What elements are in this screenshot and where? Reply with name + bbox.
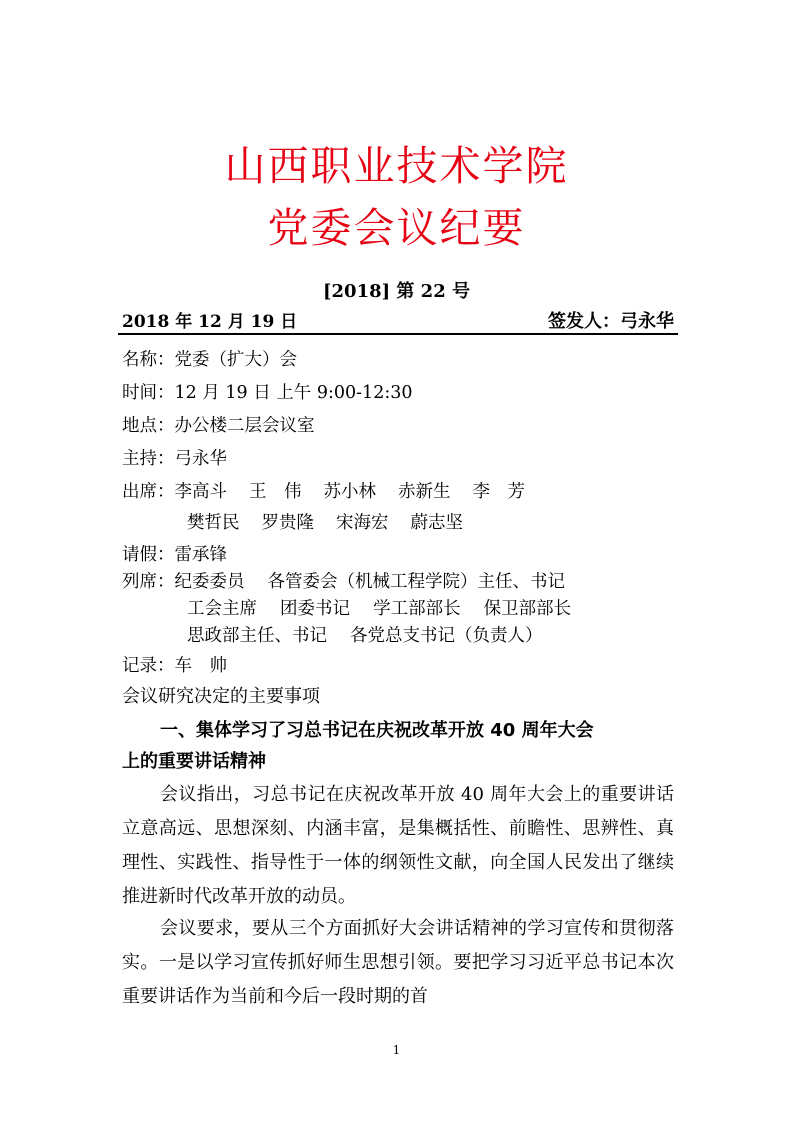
observers-row2: 工会主席 团委书记 学工部部长 保卫部部长 [187, 599, 572, 619]
attendee: 罗贵隆 [261, 513, 314, 533]
attendee: 赤新生 [398, 482, 451, 502]
paragraph-1: 会议指出，习总书记在庆祝改革开放 40 周年大会上的重要讲话立意高远、思想深刻、内涵丰富，是集概括性、前瞻性、思辨性、真理性、实践性、指导性于一体的纲领性文献，向全国人民发出了继续推进新时代改革开放的动员。 [122, 784, 674, 907]
issuer: 签发人：弓永华 [548, 311, 674, 332]
attendee: 李高斗 [174, 482, 227, 502]
org-title: 山西职业技术学院 [224, 142, 569, 190]
meeting-place: 地点：办公楼二层会议室 [122, 416, 315, 436]
main-heading: 会议研究决定的主要事项 [122, 686, 320, 707]
paragraph-2: 会议要求，要从三个方面抓好大会讲话精神的学习宣传和贯彻落实。一是以学习宣传抓好师生思想引领。要把学习习近平总书记本次重要讲话作为当前和今后一段时期的首 [122, 918, 674, 1007]
recorder: 记录：车 帅 [122, 656, 227, 676]
attendees-row2 [187, 509, 463, 534]
leave: 请假：雷承锋 [122, 545, 227, 565]
attendee: 宋海宏 [336, 513, 389, 533]
attendee: 苏小林 [323, 482, 376, 502]
doc-number: [2018] 第 22 号 [323, 281, 470, 302]
attendees-label: 出席： [122, 482, 175, 502]
section-heading-line2: 上的重要讲话精神 [122, 751, 266, 772]
observers-text: 纪委委员 各管委会（机械工程学院）主任、书记 [174, 572, 566, 592]
observers-label: 列席： [122, 572, 175, 592]
observers-row1 [122, 568, 565, 593]
meeting-host: 主持：弓永华 [122, 449, 227, 469]
attendee: 樊哲民 [187, 513, 240, 533]
meeting-name: 名称：党委（扩大）会 [122, 350, 297, 370]
observers-row3: 思政部主任、书记 各党总支书记（负责人） [187, 626, 543, 646]
doc-title: 党委会议纪要 [267, 204, 526, 252]
attendee: 蔚志坚 [410, 513, 463, 533]
doc-date: 2018 年 12 月 19 日 [122, 312, 298, 332]
attendees-row1 [122, 478, 525, 503]
section-heading-line1: 一、集体学习了习总书记在庆祝改革开放 40 周年大会 [160, 720, 594, 741]
header-divider [118, 333, 678, 335]
page-number: 1 [392, 1043, 401, 1057]
meeting-time: 时间：12 月 19 日 上午 9:00-12:30 [122, 383, 413, 403]
date-line [122, 307, 674, 331]
attendee: 李 芳 [472, 482, 525, 502]
attendee: 王 伟 [249, 482, 302, 502]
